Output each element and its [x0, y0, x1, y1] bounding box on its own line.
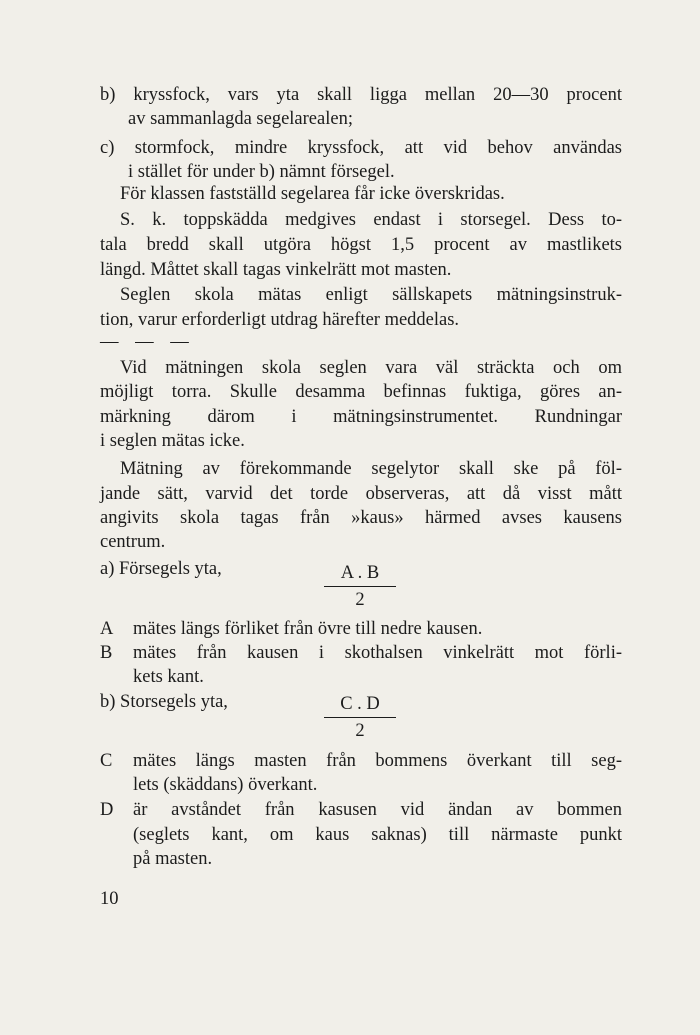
text-line: b) kryssfock, vars yta skall ligga mellan 20—30 procent: [100, 85, 622, 105]
variable-key: D: [100, 800, 114, 820]
variable-key: C: [100, 751, 113, 771]
text-line: Mätning av förekommande segelytor skall ske på föl-: [120, 459, 622, 479]
text-line: c) stormfock, mindre kryssfock, att vid behov användas: [100, 138, 622, 158]
variable-desc: mätes från kausen i skothalsen vinkelrätt mot förli-: [133, 643, 622, 663]
page-number: 10: [100, 889, 119, 909]
variable-desc: lets (skäddans) överkant.: [133, 775, 318, 795]
section-separator: — — —: [100, 332, 195, 352]
text-line: i stället för under b) nämnt försegel.: [128, 162, 395, 182]
formula-numerator: A . B: [340, 563, 380, 583]
fraction-bar: [324, 717, 396, 718]
text-line: av sammanlagda segelarealen;: [128, 109, 353, 129]
text-line: S. k. toppskädda medgives endast i storsegel. Dess to-: [120, 210, 622, 230]
text-line: tala bredd skall utgöra högst 1,5 procent av mastlikets: [100, 235, 622, 255]
text-line: Seglen skola mätas enligt sällskapets mätningsinstruk-: [120, 285, 622, 305]
formula-label: b) Storsegels yta,: [100, 692, 228, 712]
variable-desc: mätes längs förliket från övre till nedre kausen.: [133, 619, 483, 639]
formula-denominator: 2: [355, 590, 365, 610]
text-line: tion, varur erforderligt utdrag härefter meddelas.: [100, 310, 460, 330]
text-line: För klassen fastställd segelarea får icke överskridas.: [120, 184, 505, 204]
variable-desc: kets kant.: [133, 667, 204, 687]
variable-desc: på masten.: [133, 849, 213, 869]
fraction-bar: [324, 586, 396, 587]
text-line: angivits skola tagas från »kaus» härmed avses kausens: [100, 508, 622, 528]
text-line: möjligt torra. Skulle desamma befinnas fuktiga, göres an-: [100, 382, 622, 402]
text-line: i seglen mätas icke.: [100, 431, 245, 451]
text-line: märkning därom i mätningsinstrumentet. Rundningar: [100, 407, 622, 427]
variable-key: B: [100, 643, 113, 663]
text-line: Vid mätningen skola seglen vara väl sträckta och om: [120, 358, 622, 378]
formula-label: a) Försegels yta,: [100, 559, 222, 579]
formula-denominator: 2: [355, 721, 365, 741]
formula-numerator: C . D: [340, 694, 380, 714]
variable-key: A: [100, 619, 114, 639]
variable-desc: (seglets kant, om kaus saknas) till närmaste punkt: [133, 825, 622, 845]
variable-desc: är avståndet från kasusen vid ändan av bommen: [133, 800, 622, 820]
variable-desc: mätes längs masten från bommens överkant till seg-: [133, 751, 622, 771]
text-line: centrum.: [100, 532, 166, 552]
text-line: längd. Måttet skall tagas vinkelrätt mot masten.: [100, 260, 452, 280]
text-line: jande sätt, varvid det torde observeras, att då visst mått: [100, 484, 622, 504]
